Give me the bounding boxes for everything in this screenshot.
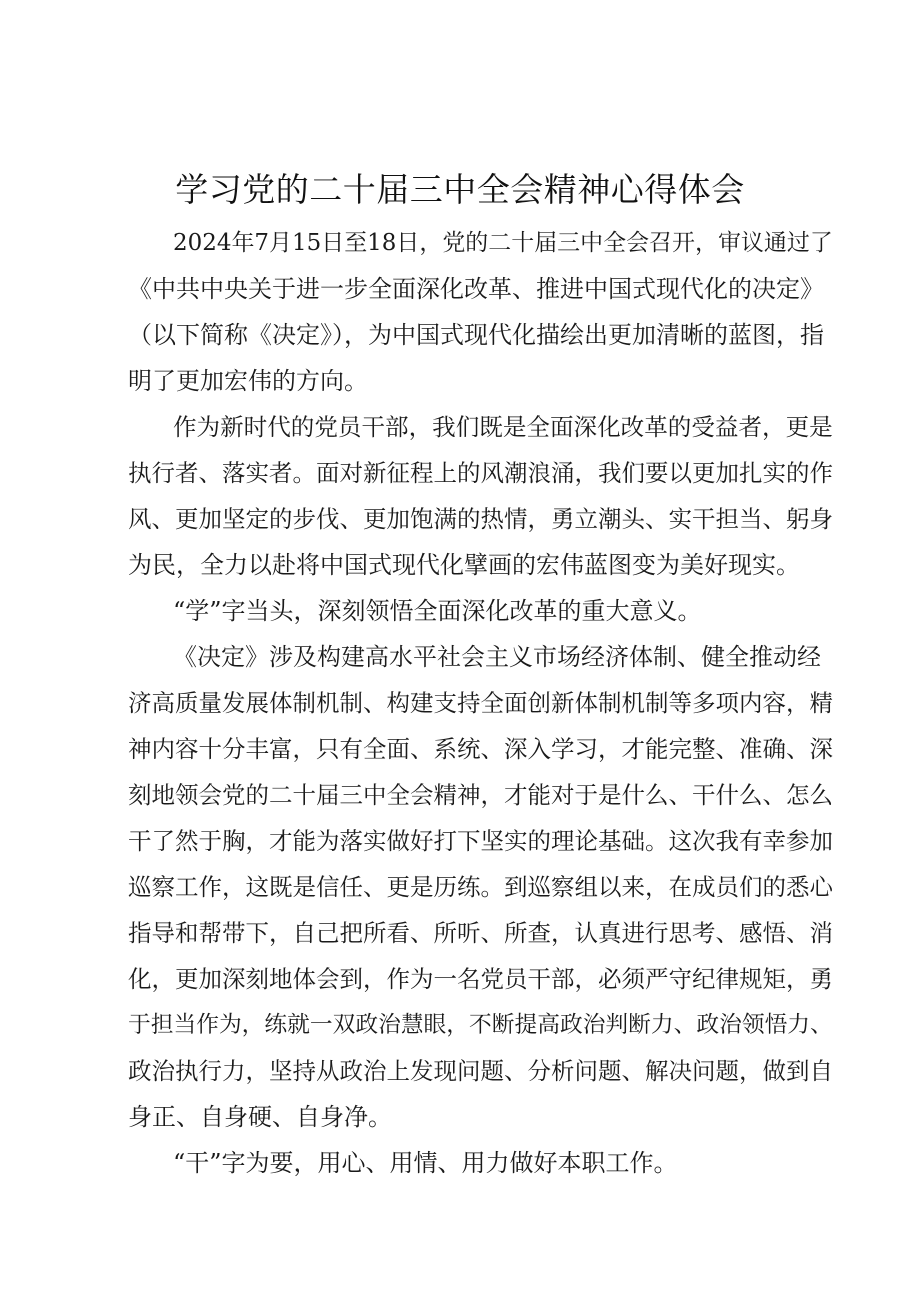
body-line: 干了然于胸，才能为落实做好打下坚实的理论基础。这次我有幸参加 [128,827,833,855]
body-line: 化，更加深刻地体会到，作为一名党员干部，必须严守纪律规矩，勇 [128,965,833,993]
section-heading: “学”字当头，深刻领悟全面深化改革的重大意义。 [173,597,702,625]
body-line: 明了更加宏伟的方向。 [128,367,368,395]
document-title: 学习党的二十届三中全会精神心得体会 [175,170,745,209]
body-line: 济高质量发展体制机制、构建支持全面创新体制机制等多项内容，精 [128,689,833,717]
body-line: 风、更加坚定的步伐、更加饱满的热情，勇立潮头、实干担当、躬身 [128,505,833,533]
body-line: 作为新时代的党员干部，我们既是全面深化改革的受益者，更是 [173,413,833,441]
body-line: 身正、自身硬、自身净。 [128,1103,392,1131]
body-line: （以下简称《决定》），为中国式现代化描绘出更加清晰的蓝图，指 [128,321,824,349]
body-line: 为民，全力以赴将中国式现代化擘画的宏伟蓝图变为美好现实。 [128,551,800,579]
body-line: 《中共中央关于进一步全面深化改革、推进中国式现代化的决定》 [128,275,824,303]
body-line: 指导和帮带下，自己把所看、所听、所查，认真进行思考、感悟、消 [128,919,833,947]
body-line: 巡察工作，这既是信任、更是历练。到巡察组以来，在成员们的悉心 [128,873,833,901]
body-line: 政治执行力，坚持从政治上发现问题、分析问题、解决问题，做到自 [128,1057,833,1085]
body-line: 执行者、落实者。面对新征程上的风潮浪涌，我们要以更加扎实的作 [128,459,833,487]
body-line: 2024年7月15日至18日，党的二十届三中全会召开，审议通过了 [173,230,833,256]
section-heading: “干”字为要，用心、用情、用力做好本职工作。 [173,1149,678,1177]
body-line: 于担当作为，练就一双政治慧眼，不断提高政治判断力、政治领悟力、 [128,1012,833,1038]
body-line: 刻地领会党的二十届三中全会精神，才能对于是什么、干什么、怎么 [128,781,833,809]
body-line: 神内容十分丰富，只有全面、系统、深入学习，才能完整、准确、深 [128,735,833,763]
body-line: 《决定》涉及构建高水平社会主义市场经济体制、健全推动经 [173,643,821,671]
